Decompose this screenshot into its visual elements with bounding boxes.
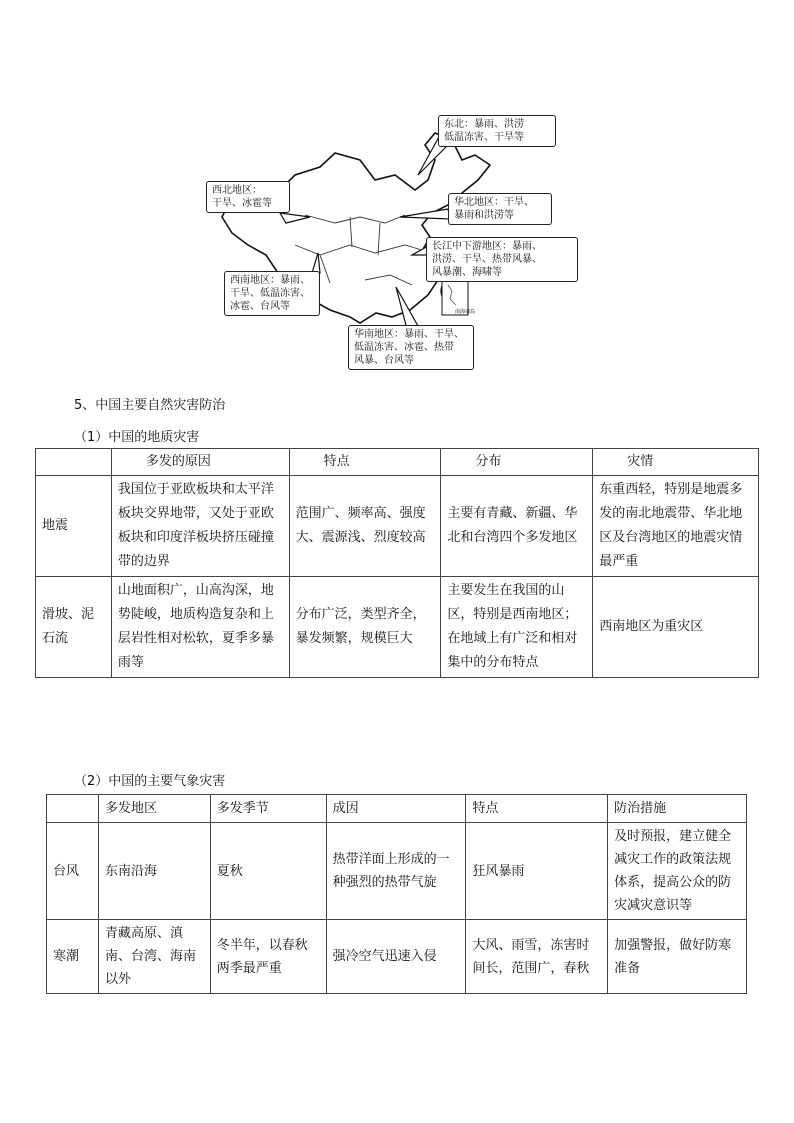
section-title: 5、中国主要自然灾害防治 bbox=[74, 398, 226, 413]
inset-label: 南海诸岛 bbox=[455, 309, 476, 315]
callout-northeast: 东北：暴雨、洪涝 低温冻害、干旱等 bbox=[438, 115, 556, 147]
header-cell: 特点 bbox=[466, 795, 608, 823]
table-row bbox=[47, 920, 747, 994]
callout-south: 华南地区：暴雨、干旱、 低温冻害、冰雹、热带 风暴、台风等 bbox=[348, 325, 474, 370]
weather-disaster-table bbox=[46, 794, 747, 994]
row-region: 青藏高原、滇南、台湾、海南以外 bbox=[98, 920, 210, 994]
header-cell: 多发季节 bbox=[210, 795, 326, 823]
table-header-row bbox=[36, 449, 759, 476]
row-feature: 大风、雨雪，冻害时间长，范围广，春秋 bbox=[466, 920, 608, 994]
row-impact: 东重西轻，特别是地震多发的南北地震带、华北地区及台湾地区的地震灾情最严重 bbox=[593, 476, 759, 577]
row-feature: 狂风暴雨 bbox=[466, 823, 608, 920]
callout-northwest: 西北地区： 干旱、冰雹等 bbox=[206, 181, 290, 213]
header-cell bbox=[47, 795, 99, 823]
header-cell: 灾情 bbox=[593, 449, 759, 476]
table-header-row bbox=[47, 795, 747, 823]
table-row bbox=[47, 823, 747, 920]
header-cell bbox=[36, 449, 112, 476]
row-region: 东南沿海 bbox=[98, 823, 210, 920]
callout-north: 华北地区：干旱、 暴雨和洪涝等 bbox=[448, 193, 552, 225]
geological-disaster-table bbox=[35, 448, 759, 678]
row-season: 夏秋 bbox=[210, 823, 326, 920]
row-cause: 强冷空气迅速入侵 bbox=[326, 920, 466, 994]
row-feature: 分布广泛，类型齐全，暴发频繁，规模巨大 bbox=[289, 577, 441, 678]
geo-subtitle: （1）中国的地质灾害 bbox=[74, 430, 200, 445]
row-impact: 西南地区为重灾区 bbox=[593, 577, 759, 678]
header-cell: 分布 bbox=[441, 449, 593, 476]
row-feature: 范围广、频率高、强度大、震源浅、烈度较高 bbox=[289, 476, 441, 577]
row-name: 滑坡、泥石流 bbox=[36, 577, 112, 678]
table-row bbox=[36, 476, 759, 577]
row-season: 冬半年，以春秋两季最严重 bbox=[210, 920, 326, 994]
row-measures: 及时预报，建立健全减灾工作的政策法规体系，提高公众的防灾减灾意识等 bbox=[608, 823, 747, 920]
row-measures: 加强警报，做好防寒准备 bbox=[608, 920, 747, 994]
row-distribution: 主要发生在我国的山区，特别是西南地区；在地域上有广泛和相对集中的分布特点 bbox=[441, 577, 593, 678]
header-cell: 成因 bbox=[326, 795, 466, 823]
row-name: 寒潮 bbox=[47, 920, 99, 994]
header-cell: 防治措施 bbox=[608, 795, 747, 823]
header-cell: 特点 bbox=[289, 449, 441, 476]
header-cell: 多发地区 bbox=[98, 795, 210, 823]
header-cell: 多发的原因 bbox=[111, 449, 289, 476]
callout-yangtze: 长江中下游地区：暴雨、 洪涝、干旱、热带风暴、 风暴潮、海啸等 bbox=[426, 237, 578, 282]
row-cause: 热带洋面上形成的一种强烈的热带气旋 bbox=[326, 823, 466, 920]
weather-subtitle: （2）中国的主要气象灾害 bbox=[74, 774, 226, 789]
row-reason: 我国位于亚欧板块和太平洋板块交界地带，又处于亚欧板块和印度洋板块挤压碰撞带的边界 bbox=[111, 476, 289, 577]
callout-southwest: 西南地区：暴雨、 干旱、低温冻害、 冰雹、台风等 bbox=[224, 271, 320, 316]
table-row bbox=[36, 577, 759, 678]
row-reason: 山地面积广，山高沟深，地势陡峻，地质构造复杂和上层岩性相对松软，夏季多暴雨等 bbox=[111, 577, 289, 678]
china-disaster-map bbox=[200, 105, 580, 375]
row-name: 台风 bbox=[47, 823, 99, 920]
row-name: 地震 bbox=[36, 476, 112, 577]
row-distribution: 主要有青藏、新疆、华北和台湾四个多发地区 bbox=[441, 476, 593, 577]
